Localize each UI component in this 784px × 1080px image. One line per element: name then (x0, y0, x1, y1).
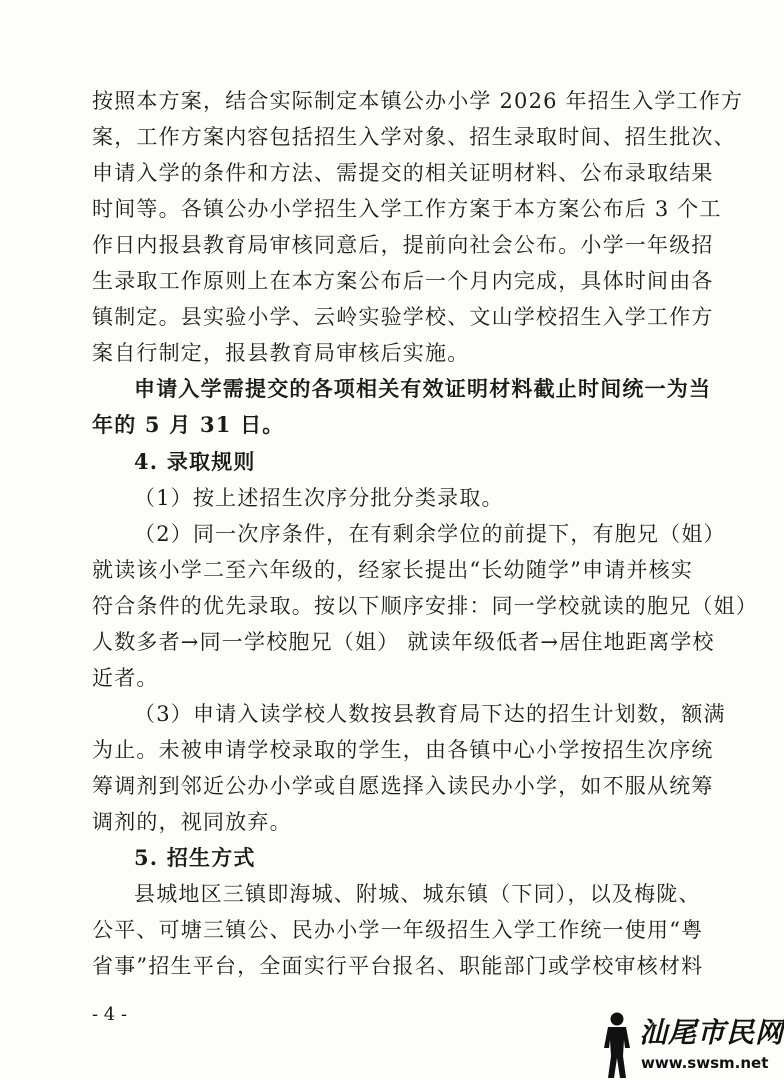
text-line: 案自行制定，报县教育局审核后实施。 (92, 341, 470, 366)
watermark-url: www.swsm.net (641, 1054, 769, 1072)
text-line: 申请入学的条件和方法、需提交的相关证明材料、公布录取结果 (92, 161, 714, 186)
text-line: 案，工作方案内容包括招生入学对象、招生录取时间、招生批次、 (92, 125, 736, 150)
text-line: 4. 录取规则 (134, 448, 256, 474)
text-line: 生录取工作原则上在本方案公布后一个月内完成，具体时间由各 (92, 269, 714, 294)
text-line: 5. 招生方式 (134, 845, 256, 871)
text-line: 时间等。各镇公办小学招生入学工作方案于本方案公布后 3 个工 (92, 197, 722, 222)
text-line: 申请入学需提交的各项相关有效证明材料截止时间统一为当 (134, 376, 712, 402)
text-line: 公平、可塘三镇公、民办小学一年级招生入学工作统一使用“粤 (92, 918, 704, 943)
text-line: 就读该小学二至六年级的，经家长提出“长幼随学”申请并核实 (92, 557, 694, 582)
watermark-logo-text: 汕尾市民网 (639, 1016, 784, 1049)
text-line: 人数多者→同一学校胞兄（姐） 就读年级低者→居住地距离学校 (92, 629, 715, 654)
text-line: （3）申请入读学校人数按县教育局下达的招生计划数，额满 (134, 701, 726, 726)
text-line: 镇制定。县实验小学、云岭实验学校、文山学校招生入学工作方 (92, 305, 714, 330)
page-number: - 4 - (92, 1004, 128, 1025)
text-line: 作日内报县教育局审核同意后，提前向社会公布。小学一年级招 (92, 233, 714, 258)
text-line: （1）按上述招生次序分批分类录取。 (134, 485, 504, 510)
text-line: （2）同一次序条件，在有剩余学位的前提下，有胞兄（姐） (134, 521, 726, 546)
text-line: 县城地区三镇即海城、附城、城东镇（下同），以及梅陇、 (134, 882, 701, 907)
person-silhouette-icon (595, 1010, 639, 1080)
text-line: 按照本方案，结合实际制定本镇公办小学 2026 年招生入学工作方 (92, 89, 744, 113)
text-line: 调剂的，视同放弃。 (92, 810, 292, 834)
text-line: 省事”招生平台，全面实行平台报名、职能部门或学校审核材料 (92, 954, 704, 979)
text-line: 为止。未被申请学校录取的学生，由各镇中心小学按招生次序统 (92, 737, 714, 762)
text-line: 近者。 (92, 665, 159, 690)
text-line: 符合条件的优先录取。按以下顺序安排：同一学校就读的胞兄（姐） (92, 593, 758, 618)
text-line: 筹调剂到邻近公办小学或自愿选择入读民办小学，如不服从统筹 (92, 773, 714, 798)
text-line: 年的 5 月 31 日。 (92, 412, 285, 438)
site-watermark (595, 1010, 784, 1080)
